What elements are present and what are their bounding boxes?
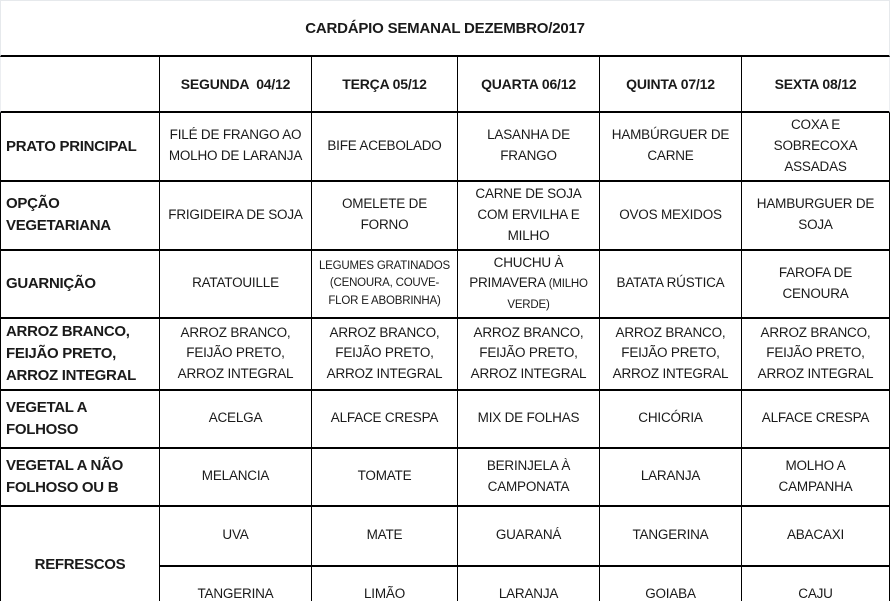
menu-cell: ARROZ BRANCO, FEIJÃO PRETO, ARROZ INTEGRAL — [600, 319, 742, 390]
menu-cell: BATATA RÚSTICA — [600, 251, 742, 320]
menu-cell — [458, 251, 600, 320]
menu-cell: ARROZ BRANCO, FEIJÃO PRETO, ARROZ INTEGRAL — [458, 319, 600, 390]
menu-cell: CARNE DE SOJA COM ERVILHA E MILHO — [458, 182, 600, 251]
menu-cell: LARANJA — [458, 567, 600, 601]
menu-cell: TOMATE — [312, 449, 458, 507]
day-header-segunda: SEGUNDA 04/12 — [160, 57, 312, 113]
menu-cell: MOLHO A CAMPANHA — [742, 449, 890, 507]
menu-cell: FAROFA DE CENOURA — [742, 251, 890, 320]
menu-cell: ARROZ BRANCO, FEIJÃO PRETO, ARROZ INTEGRAL — [742, 319, 890, 390]
row-label-vegetal-nao-folhoso: VEGETAL A NÃO FOLHOSO OU B — [0, 449, 160, 507]
menu-cell: HAMBURGUER DE SOJA — [742, 182, 890, 251]
menu-cell: TANGERINA — [160, 567, 312, 601]
page-title: CARDÁPIO SEMANAL DEZEMBRO/2017 — [0, 0, 890, 57]
day-header-terca: TERÇA 05/12 — [312, 57, 458, 113]
day-header-quarta: QUARTA 06/12 — [458, 57, 600, 113]
row-label-arroz-feijao: ARROZ BRANCO, FEIJÃO PRETO, ARROZ INTEGRAL — [0, 319, 160, 390]
day-header-sexta: SEXTA 08/12 — [742, 57, 890, 113]
menu-cell: ARROZ BRANCO, FEIJÃO PRETO, ARROZ INTEGRAL — [312, 319, 458, 390]
menu-cell: ACELGA — [160, 391, 312, 449]
menu-cell-main-text: CHUCHU À PRIMAVERA — [469, 254, 564, 291]
row-label-prato-principal: PRATO PRINCIPAL — [0, 113, 160, 182]
menu-cell: LEGUMES GRATINADOS (CENOURA, COUVE-FLOR E ABOBRINHA) — [312, 251, 458, 320]
menu-cell: LASANHA DE FRANGO — [458, 113, 600, 182]
menu-cell: MIX DE FOLHAS — [458, 391, 600, 449]
day-header-quinta: QUINTA 07/12 — [600, 57, 742, 113]
menu-cell: BIFE ACEBOLADO — [312, 113, 458, 182]
menu-cell: ALFACE CRESPA — [312, 391, 458, 449]
menu-cell: HAMBÚRGUER DE CARNE — [600, 113, 742, 182]
row-label-guarnicao: GUARNIÇÃO — [0, 251, 160, 320]
menu-cell: FILÉ DE FRANGO AO MOLHO DE LARANJA — [160, 113, 312, 182]
menu-cell: RATATOUILLE — [160, 251, 312, 320]
menu-cell: TANGERINA — [600, 507, 742, 567]
menu-cell: OMELETE DE FORNO — [312, 182, 458, 251]
row-label-vegetal-folhoso: VEGETAL A FOLHOSO — [0, 391, 160, 449]
corner-cell — [0, 57, 160, 113]
menu-cell: CAJU — [742, 567, 890, 601]
menu-cell: ABACAXI — [742, 507, 890, 567]
row-label-refrescos: REFRESCOS — [0, 507, 160, 601]
menu-cell: LARANJA — [600, 449, 742, 507]
menu-cell: GOIABA — [600, 567, 742, 601]
menu-cell-small-text: (MILHO VERDE) — [507, 278, 588, 312]
menu-cell: MELANCIA — [160, 449, 312, 507]
menu-cell: ARROZ BRANCO, FEIJÃO PRETO, ARROZ INTEGRAL — [160, 319, 312, 390]
menu-cell: MATE — [312, 507, 458, 567]
menu-cell: GUARANÁ — [458, 507, 600, 567]
menu-cell: BERINJELA À CAMPONATA — [458, 449, 600, 507]
menu-cell: COXA E SOBRECOXA ASSADAS — [742, 113, 890, 182]
menu-cell: UVA — [160, 507, 312, 567]
menu-cell: OVOS MEXIDOS — [600, 182, 742, 251]
row-label-opcao-vegetariana: OPÇÃO VEGETARIANA — [0, 182, 160, 251]
menu-cell: CHICÓRIA — [600, 391, 742, 449]
menu-cell: ALFACE CRESPA — [742, 391, 890, 449]
menu-cell: FRIGIDEIRA DE SOJA — [160, 182, 312, 251]
menu-cell: LIMÃO — [312, 567, 458, 601]
